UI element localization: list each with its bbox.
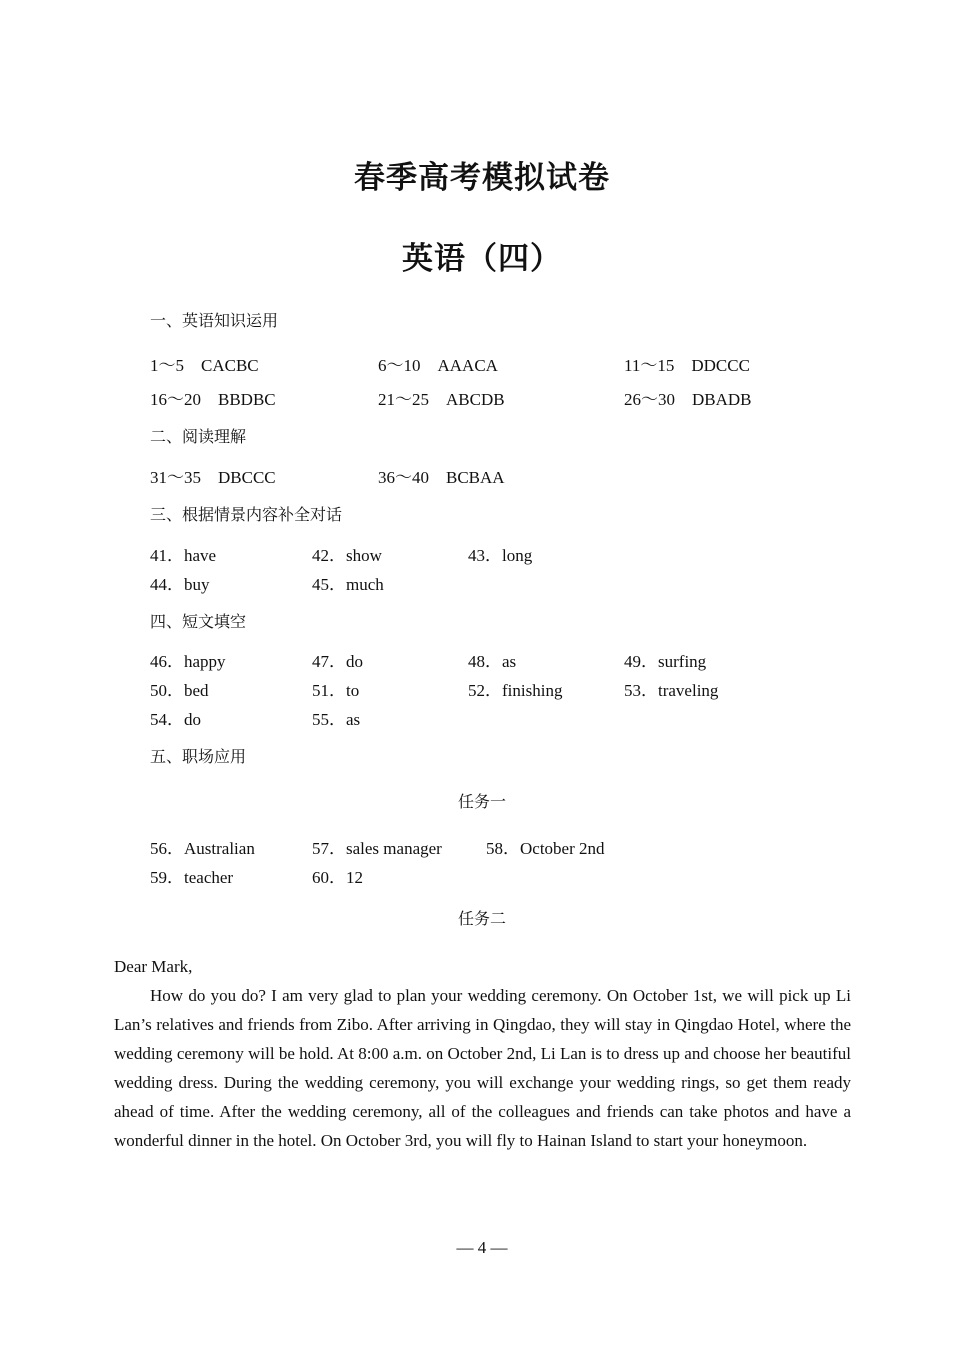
answer-item: 16～20 BBDBC [150, 390, 276, 409]
letter-body: How do you do? I am very glad to plan your wedding ceremony. On October 1st, we will pick up Li Lan’s relatives and friends from Zibo. After arriving in Qingdao, they will stay in Qingdao Hotel, where the wedding ceremony will be hold. At 8:00 a.m. on October 2nd, Li Lan is to dress up and choose her beautiful wedding dress. During the wedding ceremony, you will exchange your wedding rings, so get them ready ahead of time. After the wedding ceremony, all of the colleagues and friends can take photos and have a wonderful dinner in the hotel. On October 3rd, you will fly to Hainan Island to start your honeymoon. [114, 986, 851, 1150]
answer-item: 41．have [150, 546, 217, 565]
section-heading: 五、职场应用 [150, 747, 247, 766]
answer-item: 11～15 DDCCC [624, 356, 750, 375]
page-subtitle: 英语（四） [402, 241, 562, 277]
answer-item: 26～30 DBADB [624, 390, 752, 409]
section-heading: 一、英语知识运用 [150, 311, 279, 330]
section-heading: 二、阅读理解 [150, 427, 247, 446]
answer-item: 1～5 CACBC [150, 356, 259, 375]
letter [114, 952, 851, 1155]
answer-item: 6～10 AAACA [378, 356, 498, 375]
answer-item: 45．much [312, 575, 384, 594]
answer-item: 31～35 DBCCC [150, 468, 276, 487]
answer-item: 50．bed [150, 681, 209, 700]
answer-item: 55．as [312, 710, 361, 729]
answer-item: 44．buy [150, 575, 210, 594]
answer-item: 36～40 BCBAA [378, 468, 505, 487]
section-heading: 三、根据情景内容补全对话 [150, 505, 343, 524]
task-title: 任务一 [457, 792, 506, 811]
answer-item: 21～25 ABCDB [378, 390, 505, 409]
answer-item: 47．do [312, 652, 363, 671]
answer-item: 51．to [312, 681, 360, 700]
answer-item: 46．happy [150, 652, 226, 671]
page-number: — 4 — [456, 1238, 508, 1257]
answer-item: 42．show [312, 546, 382, 565]
answer-item: 49．surfing [624, 652, 707, 671]
answer-item: 53．traveling [624, 681, 719, 700]
answer-item: 52．finishing [468, 681, 563, 700]
page-title: 春季高考模拟试卷 [354, 160, 610, 196]
section-heading: 四、短文填空 [150, 612, 247, 631]
answer-item: 43．long [468, 546, 533, 565]
answer-item: 56．Australian [150, 839, 255, 858]
task-title: 任务二 [457, 909, 506, 928]
answer-item: 54．do [150, 710, 201, 729]
answer-item: 60．12 [312, 868, 363, 887]
letter-greeting: Dear Mark, [114, 957, 193, 976]
answer-item: 59．teacher [150, 868, 234, 887]
answer-item: 58．October 2nd [486, 839, 605, 858]
answer-item: 48．as [468, 652, 517, 671]
answer-item: 57．sales manager [312, 839, 442, 858]
